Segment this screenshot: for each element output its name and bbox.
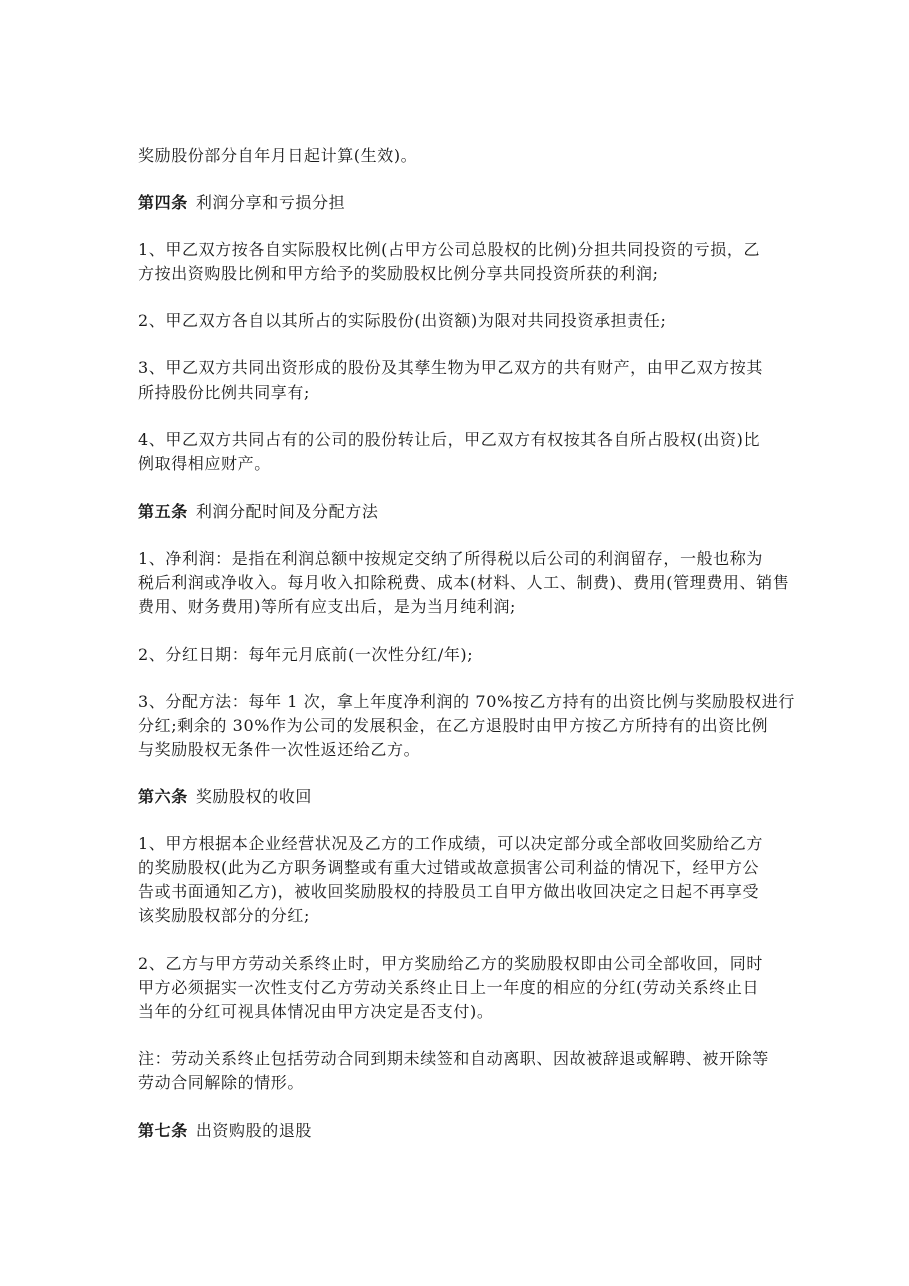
art6-note-line2: 劳动合同解除的情形。 [138, 1073, 305, 1092]
intro-line: 奖励股份部分自年月日起计算(生效)。 [138, 146, 418, 165]
article-7-label: 第七条 [138, 1121, 188, 1140]
art6-p2-line2: 甲方必须据实一次性支付乙方劳动关系终止日上一年度的相应的分红(劳动关系终止日 [138, 978, 760, 997]
article-4-label: 第四条 [138, 193, 188, 212]
art6-p1-line3: 告或书面通知乙方)，被收回奖励股权的持股员工自甲方做出收回决定之日起不再享受 [138, 882, 760, 901]
art4-p1-line1: 1、甲乙双方按各自实际股权比例(占甲方公司总股权的比例)分担共同投资的亏损，乙 [138, 240, 761, 259]
art4-p2-line1: 2、甲乙双方各自以其所占的实际股份(出资额)为限对共同投资承担责任; [138, 311, 667, 330]
art5-p1-line3: 费用、财务费用)等所有应支出后，是为当月纯利润; [138, 597, 517, 616]
article-7-heading [138, 1121, 312, 1141]
art5-p1-line1: 1、净利润：是指在利润总额中按规定交纳了所得税以后公司的利润留存，一般也称为 [138, 549, 763, 568]
art6-p2-line3: 当年的分红可视具体情况由甲方决定是否支付)。 [138, 1002, 494, 1021]
art5-p3-line2: 分红;剩余的 30%作为公司的发展积金，在乙方退股时由甲方按乙方所持有的出资比例 [138, 716, 769, 735]
art6-p1-line2: 的奖励股权(此为乙方职务调整或有重大过错或故意损害公司利益的情况下，经甲方公 [138, 858, 760, 877]
art6-p2-line1: 2、乙方与甲方劳动关系终止时，甲方奖励给乙方的奖励股权即由公司全部收回，同时 [138, 954, 763, 973]
article-6-label: 第六条 [138, 787, 188, 806]
article-4-heading [138, 193, 345, 213]
art4-p4-line2: 例取得相应财产。 [138, 454, 271, 473]
art5-p3-line3: 与奖励股权无条件一次性返还给乙方。 [138, 740, 421, 759]
art4-p3-line2: 所持股份比例共同享有; [138, 383, 310, 402]
article-5-label: 第五条 [138, 502, 188, 521]
art4-p1-line2: 方按出资购股比例和甲方给予的奖励股权比例分享共同投资所获的利润; [138, 264, 659, 283]
art5-p3-line1: 3、分配方法：每年 1 次，拿上年度净利润的 70%按乙方持有的出资比例与奖励股权进行 [138, 692, 795, 711]
art4-p4-line1: 4、甲乙双方共同占有的公司的股份转让后，甲乙双方有权按其各自所占股权(出资)比 [138, 430, 761, 449]
art6-p1-line4: 该奖励股权部分的分红; [138, 906, 310, 925]
article-6-heading [138, 787, 312, 807]
article-6-title: 奖励股权的收回 [195, 787, 313, 806]
article-5-heading [138, 502, 378, 522]
art5-p1-line2: 税后利润或净收入。每月收入扣除税费、成本(材料、人工、制费)、费用(管理费用、销售 [138, 573, 790, 592]
article-5-title: 利润分配时间及分配方法 [195, 502, 379, 521]
article-7-title: 出资购股的退股 [195, 1121, 313, 1140]
article-4-title: 利润分享和亏损分担 [195, 193, 346, 212]
art6-p1-line1: 1、甲方根据本企业经营状况及乙方的工作成绩，可以决定部分或全部收回奖励给乙方 [138, 834, 763, 853]
art5-p2-line1: 2、分红日期：每年元月底前(一次性分红/年); [138, 645, 474, 664]
art6-note-line1: 注：劳动关系终止包括劳动合同到期未续签和自动离职、因故被辞退或解聘、被开除等 [138, 1049, 769, 1068]
art4-p3-line1: 3、甲乙双方共同出资形成的股份及其孳生物为甲乙双方的共有财产，由甲乙双方按其 [138, 358, 763, 377]
